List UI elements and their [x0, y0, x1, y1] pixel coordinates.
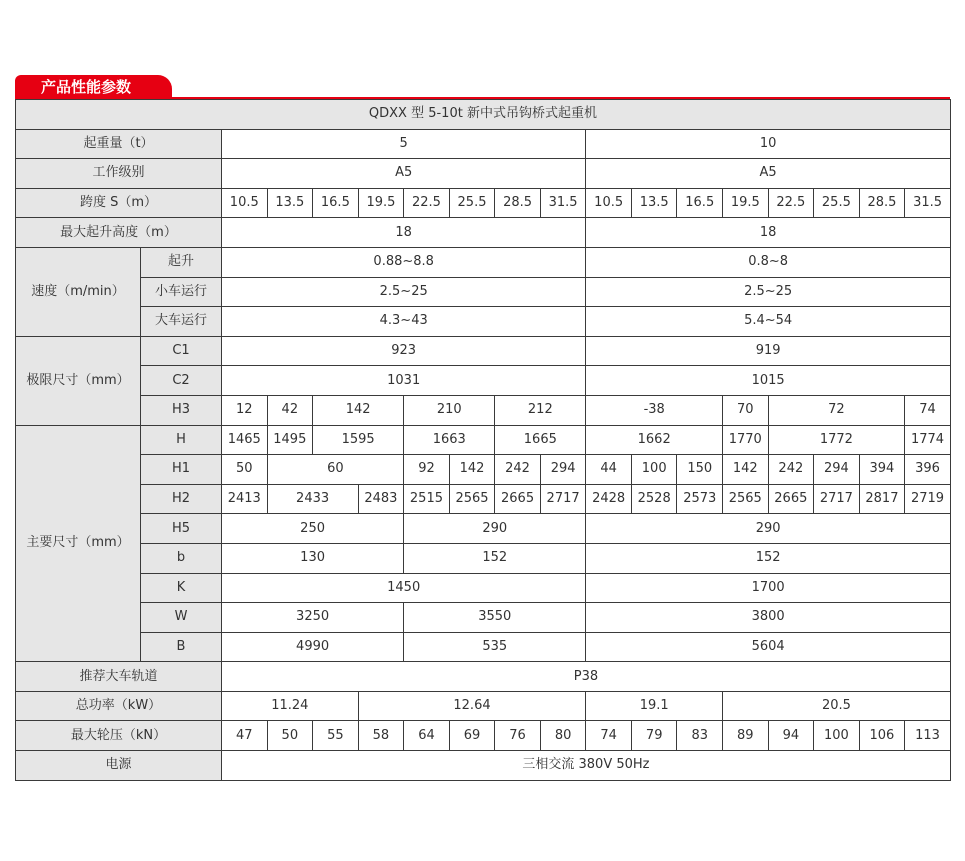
row-label: B: [141, 632, 222, 662]
value-cell: P38: [222, 662, 951, 692]
value-cell: 2717: [540, 484, 586, 514]
value-cell: 100: [631, 455, 677, 485]
value-cell: 31.5: [540, 188, 586, 218]
value-cell: 76: [495, 721, 541, 751]
value-cell: 396: [905, 455, 951, 485]
row-label: W: [141, 603, 222, 633]
row-label: H3: [141, 395, 222, 425]
value-cell: 3550: [404, 603, 586, 633]
row-label: b: [141, 543, 222, 573]
value-cell: 三相交流 380V 50Hz: [222, 751, 951, 781]
value-cell: 1031: [222, 366, 586, 396]
row-label: 起重量（t）: [16, 129, 222, 159]
table-row-duty-class: [16, 159, 951, 189]
row-label: 总功率（kW）: [16, 691, 222, 721]
row-label: 大车运行: [141, 307, 222, 337]
value-cell: 2719: [905, 484, 951, 514]
value-cell: 5: [222, 129, 586, 159]
value-cell: 1662: [586, 425, 723, 455]
value-cell: 79: [631, 721, 677, 751]
table-row-main-k: [16, 573, 951, 603]
table-title: QDXX 型 5-10t 新中式吊钩桥式起重机: [16, 100, 951, 130]
value-cell: 130: [222, 543, 404, 573]
value-cell: 10: [586, 129, 951, 159]
value-cell: 0.88~8.8: [222, 247, 586, 277]
value-cell: 2483: [358, 484, 404, 514]
value-cell: 212: [495, 395, 586, 425]
row-label: C1: [141, 336, 222, 366]
value-cell: 1770: [723, 425, 769, 455]
value-cell: 42: [267, 395, 313, 425]
value-cell: 1774: [905, 425, 951, 455]
table-row-limit-c2: [16, 366, 951, 396]
value-cell: 22.5: [768, 188, 814, 218]
value-cell: 1495: [267, 425, 313, 455]
table-row-max-wheel-load: [16, 721, 951, 751]
value-cell: 150: [677, 455, 723, 485]
row-label: K: [141, 573, 222, 603]
value-cell: 290: [404, 514, 586, 544]
value-cell: 11.24: [222, 691, 359, 721]
value-cell: 58: [358, 721, 404, 751]
value-cell: A5: [586, 159, 951, 189]
value-cell: 13.5: [267, 188, 313, 218]
value-cell: 2.5~25: [222, 277, 586, 307]
value-cell: 1450: [222, 573, 586, 603]
row-label: C2: [141, 366, 222, 396]
value-cell: 44: [586, 455, 632, 485]
table-row-speed-trolley: [16, 277, 951, 307]
value-cell: 70: [723, 395, 769, 425]
value-cell: 1015: [586, 366, 951, 396]
row-label: H1: [141, 455, 222, 485]
value-cell: 16.5: [677, 188, 723, 218]
value-cell: 535: [404, 632, 586, 662]
value-cell: 294: [814, 455, 860, 485]
value-cell: 250: [222, 514, 404, 544]
group-label: 主要尺寸（mm）: [16, 425, 141, 662]
value-cell: 28.5: [495, 188, 541, 218]
value-cell: 2433: [267, 484, 358, 514]
value-cell: 50: [267, 721, 313, 751]
value-cell: 55: [313, 721, 359, 751]
value-cell: 4.3~43: [222, 307, 586, 337]
value-cell: 5.4~54: [586, 307, 951, 337]
row-label: 小车运行: [141, 277, 222, 307]
value-cell: 12: [222, 395, 268, 425]
value-cell: 50: [222, 455, 268, 485]
table-row-main-w: [16, 603, 951, 633]
value-cell: 25.5: [814, 188, 860, 218]
value-cell: 1700: [586, 573, 951, 603]
row-label: 最大轮压（kN）: [16, 721, 222, 751]
group-label: 极限尺寸（mm）: [16, 336, 141, 425]
value-cell: 242: [768, 455, 814, 485]
value-cell: 2.5~25: [586, 277, 951, 307]
value-cell: 5604: [586, 632, 951, 662]
table-row-speed-crane: [16, 307, 951, 337]
value-cell: 106: [859, 721, 905, 751]
spec-table-body: [16, 100, 951, 781]
value-cell: 74: [586, 721, 632, 751]
value-cell: 13.5: [631, 188, 677, 218]
value-cell: 2665: [495, 484, 541, 514]
value-cell: 60: [267, 455, 404, 485]
value-cell: 10.5: [222, 188, 268, 218]
value-cell: 12.64: [358, 691, 586, 721]
value-cell: -38: [586, 395, 723, 425]
value-cell: 142: [723, 455, 769, 485]
table-row-span: [16, 188, 951, 218]
table-row-capacity: [16, 129, 951, 159]
value-cell: 2573: [677, 484, 723, 514]
table-row-main-h1: [16, 455, 951, 485]
value-cell: 2665: [768, 484, 814, 514]
value-cell: 113: [905, 721, 951, 751]
value-cell: 72: [768, 395, 905, 425]
value-cell: 80: [540, 721, 586, 751]
value-cell: 2413: [222, 484, 268, 514]
row-label: 最大起升高度（m）: [16, 218, 222, 248]
row-label: H2: [141, 484, 222, 514]
value-cell: 19.5: [358, 188, 404, 218]
value-cell: 1665: [495, 425, 586, 455]
value-cell: 2528: [631, 484, 677, 514]
row-label: H: [141, 425, 222, 455]
value-cell: 19.1: [586, 691, 723, 721]
value-cell: 74: [905, 395, 951, 425]
value-cell: 28.5: [859, 188, 905, 218]
table-row-limit-c1: [16, 336, 951, 366]
section-header: [15, 75, 950, 99]
row-label: 电源: [16, 751, 222, 781]
value-cell: 92: [404, 455, 450, 485]
value-cell: 18: [222, 218, 586, 248]
value-cell: 19.5: [723, 188, 769, 218]
value-cell: 4990: [222, 632, 404, 662]
value-cell: 2565: [449, 484, 495, 514]
value-cell: 142: [313, 395, 404, 425]
value-cell: 1663: [404, 425, 495, 455]
value-cell: 83: [677, 721, 723, 751]
value-cell: 2565: [723, 484, 769, 514]
spec-table: [15, 99, 951, 781]
value-cell: 89: [723, 721, 769, 751]
table-row-total-power: [16, 691, 951, 721]
table-row-limit-h3: [16, 395, 951, 425]
table-title-row: [16, 100, 951, 130]
value-cell: 25.5: [449, 188, 495, 218]
value-cell: 152: [404, 543, 586, 573]
table-row-main-h2: [16, 484, 951, 514]
value-cell: 47: [222, 721, 268, 751]
table-row-main-b-upper: [16, 632, 951, 662]
value-cell: 64: [404, 721, 450, 751]
value-cell: A5: [222, 159, 586, 189]
value-cell: 919: [586, 336, 951, 366]
table-row-main-h: [16, 425, 951, 455]
value-cell: 242: [495, 455, 541, 485]
value-cell: 2817: [859, 484, 905, 514]
value-cell: 31.5: [905, 188, 951, 218]
row-label: H5: [141, 514, 222, 544]
value-cell: 294: [540, 455, 586, 485]
value-cell: 20.5: [723, 691, 951, 721]
value-cell: 2515: [404, 484, 450, 514]
value-cell: 1465: [222, 425, 268, 455]
value-cell: 142: [449, 455, 495, 485]
group-label: 速度（m/min）: [16, 247, 141, 336]
section-tab: 产品性能参数: [15, 75, 172, 99]
value-cell: 1595: [313, 425, 404, 455]
value-cell: 923: [222, 336, 586, 366]
row-label: 跨度 S（m）: [16, 188, 222, 218]
table-row-speed-hoist: [16, 247, 951, 277]
value-cell: 0.8~8: [586, 247, 951, 277]
value-cell: 22.5: [404, 188, 450, 218]
table-row-main-b-lower: [16, 543, 951, 573]
value-cell: 16.5: [313, 188, 359, 218]
value-cell: 3250: [222, 603, 404, 633]
row-label: 推荐大车轨道: [16, 662, 222, 692]
table-row-rail: [16, 662, 951, 692]
row-label: 起升: [141, 247, 222, 277]
row-label: 工作级别: [16, 159, 222, 189]
value-cell: 394: [859, 455, 905, 485]
value-cell: 10.5: [586, 188, 632, 218]
table-row-main-h5: [16, 514, 951, 544]
value-cell: 3800: [586, 603, 951, 633]
value-cell: 2428: [586, 484, 632, 514]
value-cell: 2717: [814, 484, 860, 514]
value-cell: 152: [586, 543, 951, 573]
value-cell: 210: [404, 395, 495, 425]
value-cell: 94: [768, 721, 814, 751]
value-cell: 69: [449, 721, 495, 751]
value-cell: 18: [586, 218, 951, 248]
table-row-power-supply: [16, 751, 951, 781]
value-cell: 290: [586, 514, 951, 544]
table-row-max-lift-height: [16, 218, 951, 248]
value-cell: 1772: [768, 425, 905, 455]
value-cell: 100: [814, 721, 860, 751]
